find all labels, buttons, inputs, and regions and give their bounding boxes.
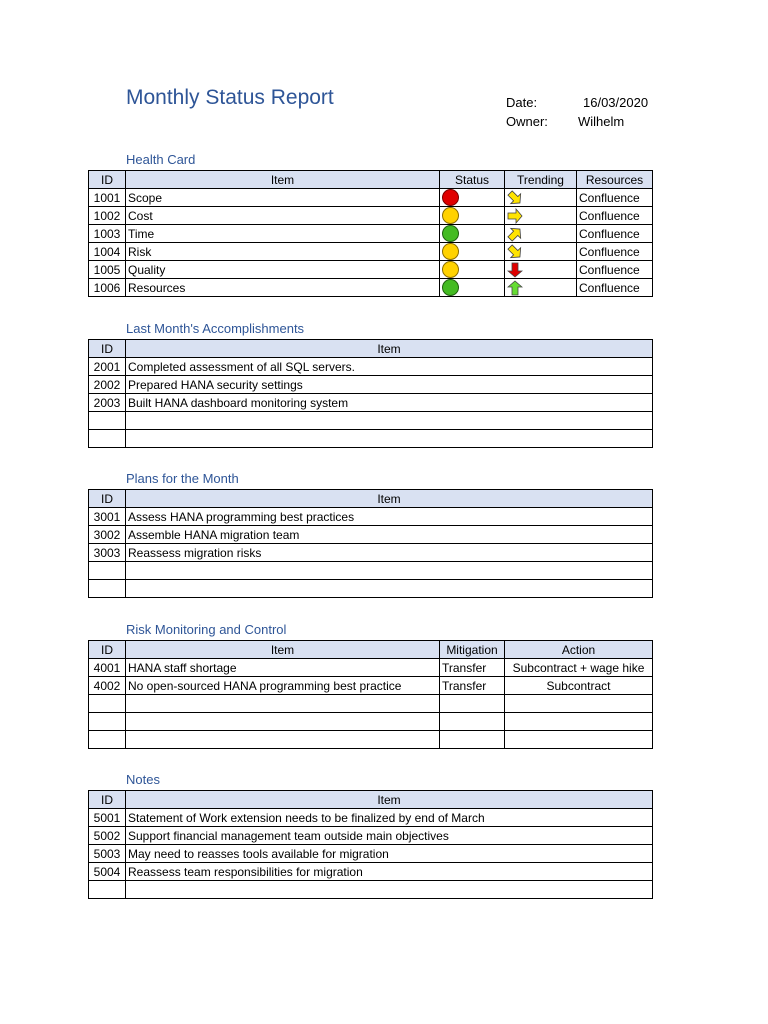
row-resource: Confluence: [577, 225, 653, 243]
row-id: 1002: [89, 207, 126, 225]
row-id: 5001: [89, 809, 126, 827]
row-item: Built HANA dashboard monitoring system: [126, 394, 653, 412]
accomplishments-row: [89, 430, 653, 448]
row-id: 5004: [89, 863, 126, 881]
col-header-id: ID: [89, 340, 126, 358]
row-action: [505, 695, 653, 713]
row-item: Support financial management team outside main objectives: [126, 827, 653, 845]
row-id: 3003: [89, 544, 126, 562]
notes-table: [88, 790, 653, 899]
row-id: [89, 695, 126, 713]
trend-down-arrow-icon: [507, 262, 523, 276]
row-item: [126, 580, 653, 598]
status-cell: [440, 261, 505, 279]
health-row: [89, 261, 653, 279]
row-item: Scope: [126, 189, 440, 207]
row-id: 1001: [89, 189, 126, 207]
row-id: [89, 562, 126, 580]
row-id: 3001: [89, 508, 126, 526]
col-header-id: ID: [89, 641, 126, 659]
plans-table: [88, 489, 653, 598]
row-id: 2001: [89, 358, 126, 376]
row-action: [505, 713, 653, 731]
row-item: Cost: [126, 207, 440, 225]
date-value: 16/03/2020: [583, 95, 649, 110]
status-cell: [440, 207, 505, 225]
col-header-item: Item: [126, 340, 653, 358]
health-card-title: Health Card: [126, 152, 196, 167]
row-id: 1003: [89, 225, 126, 243]
row-id: 1005: [89, 261, 126, 279]
trend-right-arrow-icon: [507, 208, 523, 222]
health-row: [89, 207, 653, 225]
row-item: Completed assessment of all SQL servers.: [126, 358, 653, 376]
notes-row: [89, 881, 653, 899]
row-mitigation: Transfer: [440, 677, 505, 695]
trend-cell: [505, 279, 577, 297]
row-item: Quality: [126, 261, 440, 279]
status-red-icon: [442, 189, 459, 206]
trend-cell: [505, 243, 577, 261]
col-header-id: ID: [89, 791, 126, 809]
accomplishments-row: [89, 394, 653, 412]
notes-row: [89, 827, 653, 845]
row-item: [126, 731, 440, 749]
notes-row: [89, 845, 653, 863]
status-yellow-icon: [442, 261, 459, 278]
trend-down-right-arrow-icon: [507, 190, 523, 204]
status-cell: [440, 189, 505, 207]
row-mitigation: [440, 731, 505, 749]
page-title: Monthly Status Report: [126, 86, 334, 109]
row-resource: Confluence: [577, 207, 653, 225]
row-id: 1004: [89, 243, 126, 261]
status-green-icon: [442, 279, 459, 296]
row-item: Reassess migration risks: [126, 544, 653, 562]
row-item: Reassess team responsibilities for migration: [126, 863, 653, 881]
trend-cell: [505, 225, 577, 243]
health-row: [89, 279, 653, 297]
row-resource: Confluence: [577, 189, 653, 207]
row-item: [126, 430, 653, 448]
status-cell: [440, 279, 505, 297]
row-id: 2003: [89, 394, 126, 412]
status-green-icon: [442, 225, 459, 242]
row-mitigation: [440, 695, 505, 713]
col-header-id: ID: [89, 490, 126, 508]
row-id: 2002: [89, 376, 126, 394]
health-card-table: [88, 170, 653, 297]
status-cell: [440, 225, 505, 243]
status-yellow-icon: [442, 243, 459, 260]
plans-row: [89, 580, 653, 598]
notes-row: [89, 809, 653, 827]
health-row: [89, 189, 653, 207]
row-item: Time: [126, 225, 440, 243]
row-item: [126, 713, 440, 731]
row-item: Assemble HANA migration team: [126, 526, 653, 544]
row-id: 1006: [89, 279, 126, 297]
risk-row: [89, 695, 653, 713]
accomplishments-row: [89, 412, 653, 430]
col-header-trending: Trending: [505, 171, 577, 189]
plans-row: [89, 526, 653, 544]
accomplishments-row: [89, 358, 653, 376]
accomplishments-row: [89, 376, 653, 394]
row-item: Resources: [126, 279, 440, 297]
row-item: HANA staff shortage: [126, 659, 440, 677]
date-label: Date:: [506, 95, 538, 110]
row-item: [126, 881, 653, 899]
trend-up-arrow-icon: [507, 280, 523, 294]
status-yellow-icon: [442, 207, 459, 224]
row-resource: Confluence: [577, 243, 653, 261]
risk-table: [88, 640, 653, 749]
row-item: [126, 412, 653, 430]
col-header-mitigation: Mitigation: [440, 641, 505, 659]
plans-row: [89, 562, 653, 580]
plans-title: Plans for the Month: [126, 471, 239, 486]
col-header-item: Item: [126, 791, 653, 809]
row-item: Assess HANA programming best practices: [126, 508, 653, 526]
row-action: Subcontract: [505, 677, 653, 695]
col-header-action: Action: [505, 641, 653, 659]
risk-row: [89, 659, 653, 677]
col-header-status: Status: [440, 171, 505, 189]
risk-row: [89, 731, 653, 749]
row-mitigation: [440, 713, 505, 731]
row-item: [126, 562, 653, 580]
row-item: No open-sourced HANA programming best practice: [126, 677, 440, 695]
col-header-id: ID: [89, 171, 126, 189]
trend-cell: [505, 189, 577, 207]
row-item: [126, 695, 440, 713]
row-action: Subcontract + wage hike: [505, 659, 653, 677]
row-mitigation: Transfer: [440, 659, 505, 677]
risk-row: [89, 677, 653, 695]
row-id: [89, 881, 126, 899]
plans-row: [89, 508, 653, 526]
row-item: Statement of Work extension needs to be finalized by end of March: [126, 809, 653, 827]
row-id: 5003: [89, 845, 126, 863]
row-id: [89, 713, 126, 731]
col-header-item: Item: [126, 641, 440, 659]
trend-cell: [505, 207, 577, 225]
row-id: 3002: [89, 526, 126, 544]
row-item: Risk: [126, 243, 440, 261]
owner-value: Wilhelm: [578, 114, 625, 129]
health-row: [89, 225, 653, 243]
trend-up-right-arrow-icon: [507, 226, 523, 240]
plans-row: [89, 544, 653, 562]
accomplishments-table: [88, 339, 653, 448]
row-id: [89, 731, 126, 749]
row-id: [89, 580, 126, 598]
row-id: 4002: [89, 677, 126, 695]
notes-title: Notes: [126, 772, 160, 787]
row-id: [89, 412, 126, 430]
risk-title: Risk Monitoring and Control: [126, 622, 287, 637]
row-id: 4001: [89, 659, 126, 677]
row-item: Prepared HANA security settings: [126, 376, 653, 394]
row-id: [89, 430, 126, 448]
row-item: May need to reasses tools available for migration: [126, 845, 653, 863]
row-resource: Confluence: [577, 279, 653, 297]
row-id: 5002: [89, 827, 126, 845]
col-header-resources: Resources: [577, 171, 653, 189]
status-cell: [440, 243, 505, 261]
row-resource: Confluence: [577, 261, 653, 279]
row-action: [505, 731, 653, 749]
col-header-item: Item: [126, 171, 440, 189]
risk-row: [89, 713, 653, 731]
owner-label: Owner:: [506, 114, 548, 129]
trend-down-right-arrow-icon: [507, 244, 523, 258]
col-header-item: Item: [126, 490, 653, 508]
trend-cell: [505, 261, 577, 279]
accomplishments-title: Last Month's Accomplishments: [126, 321, 305, 336]
notes-row: [89, 863, 653, 881]
health-row: [89, 243, 653, 261]
